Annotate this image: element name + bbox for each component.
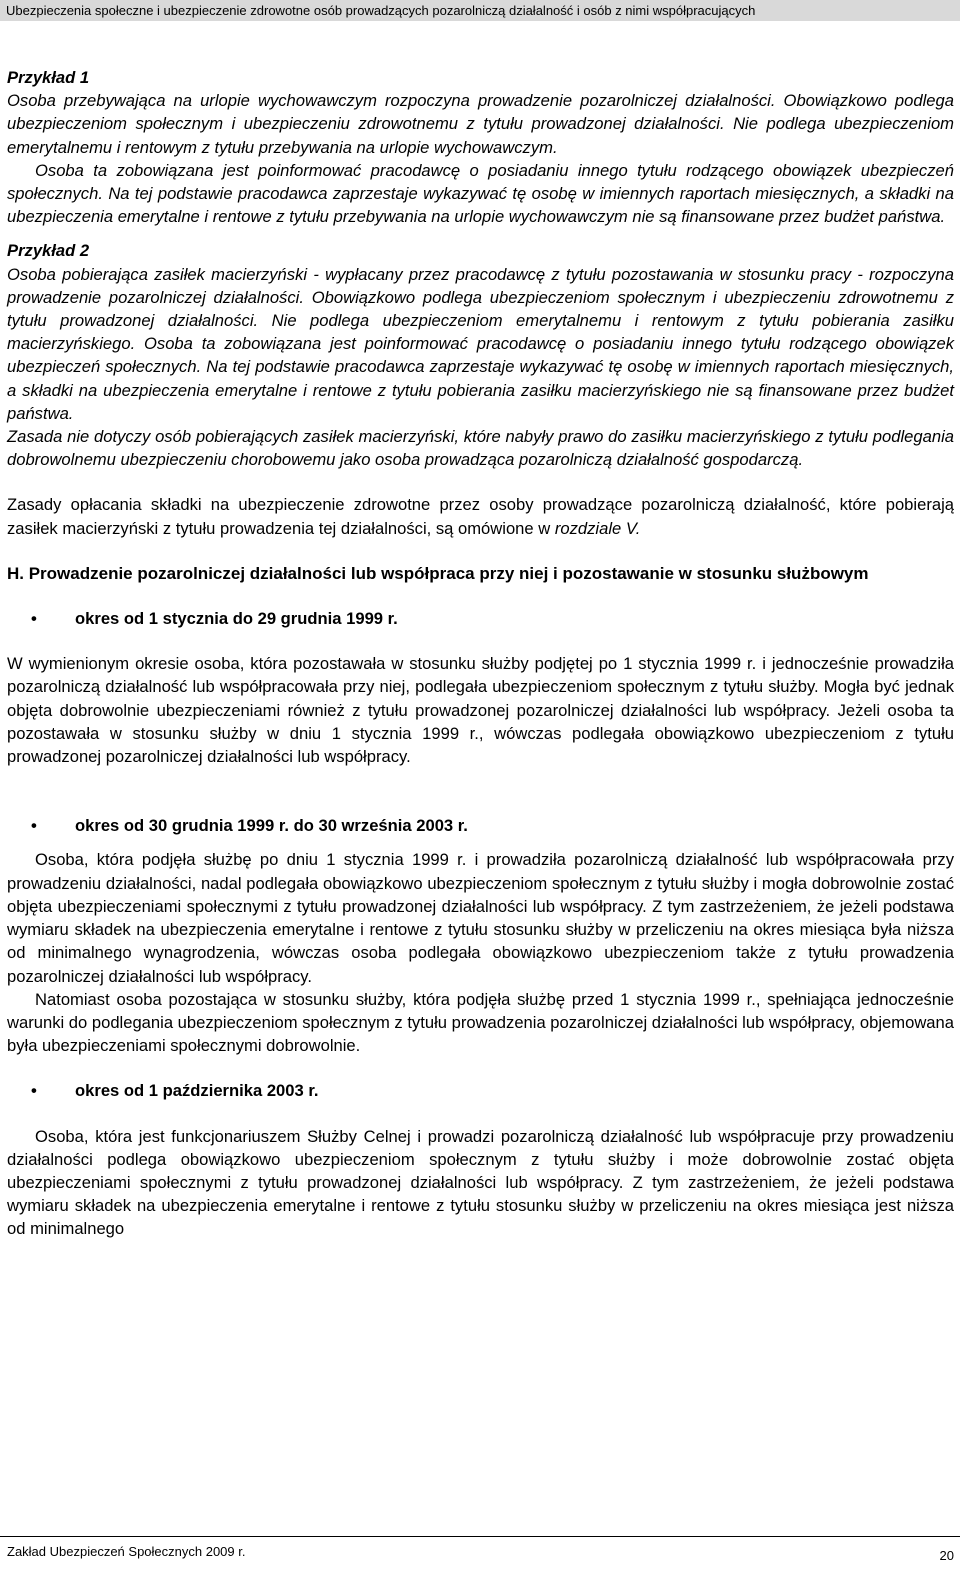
example-1-title: Przykład 1 bbox=[7, 68, 90, 87]
period-2-text-1: Osoba, która podjęła służbę po dniu 1 stycznia 1999 r. i prowadziła pozarolniczą działalność lub współpracowała przy prowadzeniu działalności, nadal podlegała obowiązkowo ubezpieczeniom społecznym z tytułu służby i mogła dobrowolnie zostać objęta ubezpieczeniami społecznymi z tytułu prowadzonej działalności lub współpracy. Z tym zastrzeżeniem, że jeżeli podstawa wymiaru składek na ubezpieczenia emerytalne i rentowe z tytułu stosunku służby w przeliczeniu na okres miesiąca była niższa od minimalnego wynagrodzenia, wówczas osoba podlegała obowiązkowo ubezpieczeniom także z tytułu prowadzenia pozarolniczej działalności lub współpracy. bbox=[7, 850, 954, 986]
bullet-dot-icon: • bbox=[31, 609, 37, 629]
rules-text: Zasady opłacania składki na ubezpieczenie zdrowotne przez osoby prowadzące pozarolniczą działalność, które pobierają zasiłek macierzyński z tytułu prowadzenia tej działalności, są omówione w bbox=[7, 495, 954, 538]
rules-chapter-reference: rozdziale V. bbox=[554, 518, 641, 538]
section-h-heading: H. Prowadzenie pozarolniczej działalności lub współpraca przy niej i pozostawanie w stosunku służbowym bbox=[7, 563, 869, 583]
page-body bbox=[7, 66, 954, 1241]
period-2-text-2: Natomiast osoba pozostająca w stosunku służby, która podjęła służbę przed 1 stycznia 1999 r., spełniająca jednocześnie warunki do podlegania ubezpieczeniom społecznym z tytułu prowadzenia pozarolniczej działalności lub współpracy, objemowana była ubezpieczeniami społecznymi dobrowolnie. bbox=[7, 989, 954, 1056]
footer-rule bbox=[0, 1536, 960, 1537]
bullet-dot-icon: • bbox=[31, 1081, 37, 1101]
example-2-paragraph-2: Zasada nie dotyczy osób pobierających zasiłek macierzyński, które nabyły prawo do zasiłku macierzyńskiego z tytułu podlegania dobrowolnemu ubezpieczeniu chorobowemu jako osoba prowadząca pozarolniczą działalność gospodarczą. bbox=[7, 427, 954, 470]
period-2-bullet bbox=[7, 814, 954, 837]
example-2-title: Przykład 2 bbox=[7, 241, 90, 261]
example-1-paragraph-2: Osoba ta zobowiązana jest poinformować pracodawcę o posiadaniu innego tytułu rodzącego obowiązek ubezpieczeń społecznych. Na tej podstawie pracodawca zaprzestaje wykazywać tę osobę w imiennych raportach miesięcznych, a składki na ubezpieczenia emerytalne i rentowe z tytułu przebywania na urlopie wychowawczym nie są finansowane przez budżet państwa. bbox=[7, 160, 954, 227]
footer-publisher: Zakład Ubezpieczeń Społecznych 2009 r. bbox=[7, 1544, 246, 1559]
example-1-paragraph-1: Osoba przebywająca na urlopie wychowawczym rozpoczyna prowadzenie pozarolniczej działalności. Obowiązkowo podlega ubezpieczeniom społecznym i ubezpieczeniu zdrowotnemu z tytułu prowadzonej działalności. Nie podlega ubezpieczeniom emerytalnemu i rentowym z tytułu przebywania na urlopie wychowawczym. bbox=[7, 91, 954, 157]
page-number: 20 bbox=[939, 1548, 954, 1563]
period-3-text: Osoba, która jest funkcjonariuszem Służby Celnej i prowadzi pozarolniczą działalność lub współpracuje przy prowadzeniu działalności podlega obowiązkowo ubezpieczeniom społecznym z tytułu służby i może dobrowolnie zostać objęta ubezpieczeniami społecznymi z tytułu prowadzonej działalności lub współpracy. Z tym zastrzeżeniem, że jeżeli podstawa wymiaru składek na ubezpieczenia emerytalne i rentowe z tytułu stosunku służby w przeliczeniu na okres miesiąca jest niższa od minimalnego bbox=[7, 1126, 954, 1239]
period-3-bullet bbox=[7, 1079, 954, 1102]
running-header: Ubezpieczenia społeczne i ubezpieczenie zdrowotne osób prowadzących pozarolniczą działalność i osób z nimi współpracujących bbox=[0, 0, 960, 21]
example-2-paragraph-1: Osoba pobierająca zasiłek macierzyński - wypłacany przez pracodawcę z tytułu pozostawania w stosunku pracy - rozpoczyna prowadzenie pozarolniczej działalności. Obowiązkowo podlega ubezpieczeniom społecznym i ubezpieczeniu zdrowotnemu z tytułu prowadzonej działalności. Nie podlega ubezpieczeniom emerytalnemu i rentowym z tytułu pobierania zasiłku macierzyńskiego. Osoba ta zobowiązana jest poinformować pracodawcę o posiadaniu innego tytułu rodzącego obowiązek ubezpieczeń społecznych. Na tej podstawie pracodawca zaprzestaje wykazywać tę osobę w imiennych raportach miesięcznych, a składki na ubezpieczenia emerytalne i rentowe z tytułu pobierania zasiłku macierzyńskiego nie są finansowane przez budżet państwa. bbox=[7, 264, 954, 423]
bullet-dot-icon: • bbox=[31, 816, 37, 836]
period-1-bullet-label: okres od 1 stycznia do 29 grudnia 1999 r. bbox=[75, 609, 398, 629]
period-3-bullet-label: okres od 1 października 2003 r. bbox=[75, 1081, 319, 1101]
period-1-bullet bbox=[7, 607, 954, 630]
period-2-bullet-label: okres od 30 grudnia 1999 r. do 30 września 2003 r. bbox=[75, 816, 468, 836]
period-1-text: W wymienionym okresie osoba, która pozostawała w stosunku służby podjętej po 1 stycznia 1999 r. i jednocześnie prowadziła pozarolniczą działalność lub współpracowała przy niej, podlegała ubezpieczeniom społecznym z tytułu służby. Mogła być jednak objęta dobrowolnie ubezpieczeniami również z tytułu prowadzonej pozarolniczej działalności lub współpracy. Jeżeli osoba ta pozostawała w stosunku służby w dniu 1 stycznia 1999 r., wówczas podlegała obowiązkowo ubezpieczeniom z tytułu prowadzonej pozarolniczej działalności lub współpracy. bbox=[7, 654, 954, 767]
rules-paragraph bbox=[7, 493, 954, 539]
